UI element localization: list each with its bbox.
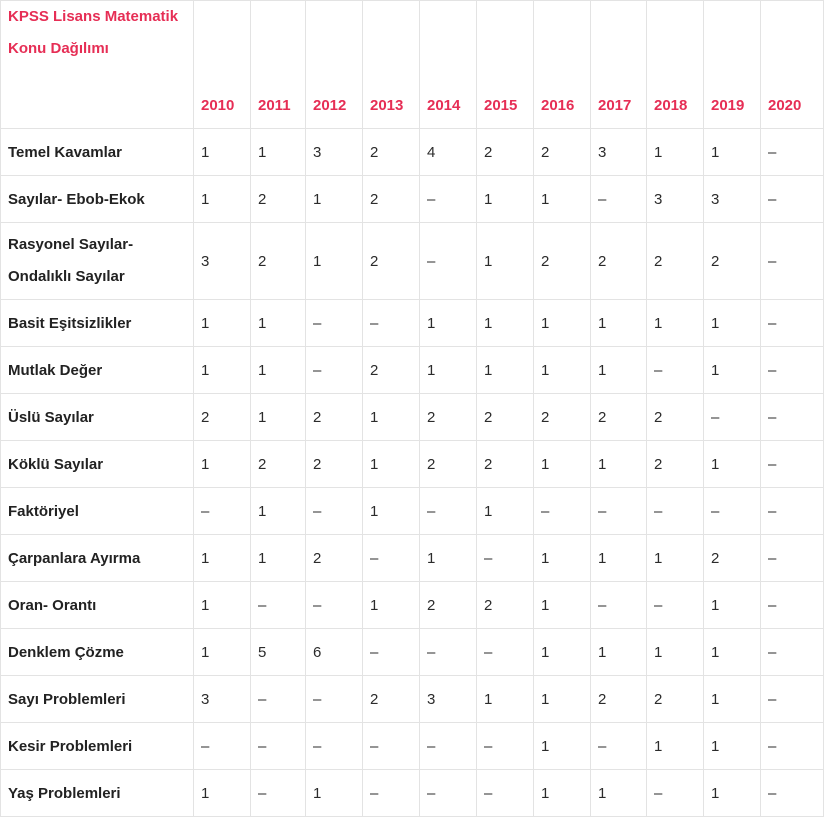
count-cell: 1 bbox=[647, 535, 704, 582]
count-cell: 2 bbox=[420, 394, 477, 441]
table-row bbox=[1, 629, 824, 676]
count-cell: 1 bbox=[251, 300, 306, 347]
table-row bbox=[1, 723, 824, 770]
table-row bbox=[1, 676, 824, 723]
count-cell: 1 bbox=[420, 300, 477, 347]
count-cell: 3 bbox=[420, 676, 477, 723]
count-cell: 2 bbox=[591, 223, 647, 300]
count-cell: – bbox=[591, 723, 647, 770]
count-cell: – bbox=[251, 723, 306, 770]
year-header: 2014 bbox=[420, 1, 477, 129]
count-cell: 1 bbox=[306, 223, 363, 300]
count-cell: 1 bbox=[477, 488, 534, 535]
count-cell: – bbox=[306, 676, 363, 723]
count-cell: – bbox=[761, 629, 824, 676]
count-cell: 1 bbox=[420, 535, 477, 582]
topic-cell: Üslü Sayılar bbox=[1, 394, 194, 441]
count-cell: 1 bbox=[647, 300, 704, 347]
count-cell: 2 bbox=[477, 582, 534, 629]
table-row bbox=[1, 488, 824, 535]
count-cell: – bbox=[534, 488, 591, 535]
count-cell: 6 bbox=[306, 629, 363, 676]
count-cell: 1 bbox=[534, 676, 591, 723]
year-header: 2010 bbox=[194, 1, 251, 129]
year-header: 2018 bbox=[647, 1, 704, 129]
topic-cell: Çarpanlara Ayırma bbox=[1, 535, 194, 582]
count-cell: – bbox=[761, 441, 824, 488]
count-cell: 1 bbox=[194, 347, 251, 394]
count-cell: 2 bbox=[534, 223, 591, 300]
count-cell: 2 bbox=[194, 394, 251, 441]
count-cell: – bbox=[363, 629, 420, 676]
count-cell: – bbox=[761, 535, 824, 582]
count-cell: 1 bbox=[591, 347, 647, 394]
count-cell: 1 bbox=[534, 535, 591, 582]
count-cell: 1 bbox=[363, 394, 420, 441]
count-cell: 2 bbox=[647, 394, 704, 441]
count-cell: 3 bbox=[194, 223, 251, 300]
year-header: 2012 bbox=[306, 1, 363, 129]
count-cell: 1 bbox=[534, 723, 591, 770]
count-cell: – bbox=[591, 176, 647, 223]
count-cell: 1 bbox=[251, 488, 306, 535]
count-cell: 1 bbox=[477, 223, 534, 300]
table-row bbox=[1, 441, 824, 488]
count-cell: 1 bbox=[704, 300, 761, 347]
count-cell: – bbox=[761, 129, 824, 176]
count-cell: 1 bbox=[477, 176, 534, 223]
topic-column-header: KPSS Lisans Matematik Konu Dağılımı bbox=[1, 1, 194, 129]
count-cell: – bbox=[761, 723, 824, 770]
count-cell: – bbox=[761, 223, 824, 300]
count-cell: 2 bbox=[420, 582, 477, 629]
count-cell: – bbox=[761, 582, 824, 629]
count-cell: 2 bbox=[704, 223, 761, 300]
count-cell: 2 bbox=[591, 394, 647, 441]
year-header: 2011 bbox=[251, 1, 306, 129]
count-cell: 2 bbox=[306, 441, 363, 488]
count-cell: 2 bbox=[534, 394, 591, 441]
count-cell: 1 bbox=[306, 770, 363, 817]
topic-cell: Basit Eşitsizlikler bbox=[1, 300, 194, 347]
count-cell: 1 bbox=[251, 394, 306, 441]
count-cell: 1 bbox=[647, 723, 704, 770]
count-cell: 3 bbox=[704, 176, 761, 223]
count-cell: 1 bbox=[363, 488, 420, 535]
topic-cell: Sayı Problemleri bbox=[1, 676, 194, 723]
count-cell: 2 bbox=[363, 676, 420, 723]
count-cell: 1 bbox=[591, 629, 647, 676]
count-cell: – bbox=[761, 770, 824, 817]
year-header: 2020 bbox=[761, 1, 824, 129]
count-cell: 1 bbox=[534, 441, 591, 488]
count-cell: 1 bbox=[477, 347, 534, 394]
table-row bbox=[1, 300, 824, 347]
count-cell: – bbox=[761, 347, 824, 394]
table-row bbox=[1, 394, 824, 441]
count-cell: – bbox=[761, 488, 824, 535]
count-cell: 2 bbox=[251, 176, 306, 223]
count-cell: 2 bbox=[477, 394, 534, 441]
count-cell: 1 bbox=[194, 300, 251, 347]
count-cell: – bbox=[704, 394, 761, 441]
count-cell: 2 bbox=[477, 129, 534, 176]
count-cell: 2 bbox=[647, 441, 704, 488]
count-cell: 1 bbox=[194, 129, 251, 176]
count-cell: 2 bbox=[306, 394, 363, 441]
count-cell: 1 bbox=[647, 129, 704, 176]
count-cell: – bbox=[363, 300, 420, 347]
topic-cell: Sayılar- Ebob-Ekok bbox=[1, 176, 194, 223]
count-cell: – bbox=[420, 176, 477, 223]
year-header: 2016 bbox=[534, 1, 591, 129]
count-cell: – bbox=[251, 582, 306, 629]
count-cell: 1 bbox=[363, 441, 420, 488]
table-row bbox=[1, 129, 824, 176]
count-cell: 1 bbox=[420, 347, 477, 394]
count-cell: 1 bbox=[194, 535, 251, 582]
count-cell: – bbox=[647, 770, 704, 817]
count-cell: – bbox=[420, 723, 477, 770]
count-cell: – bbox=[761, 300, 824, 347]
table-row bbox=[1, 535, 824, 582]
count-cell: 1 bbox=[591, 300, 647, 347]
count-cell: – bbox=[306, 488, 363, 535]
count-cell: 2 bbox=[704, 535, 761, 582]
count-cell: 1 bbox=[704, 629, 761, 676]
count-cell: 1 bbox=[477, 300, 534, 347]
table-row bbox=[1, 582, 824, 629]
count-cell: 2 bbox=[647, 223, 704, 300]
count-cell: – bbox=[647, 347, 704, 394]
count-cell: 2 bbox=[363, 176, 420, 223]
table-header-row bbox=[1, 1, 824, 129]
count-cell: 1 bbox=[704, 770, 761, 817]
table-row bbox=[1, 176, 824, 223]
count-cell: 1 bbox=[704, 582, 761, 629]
count-cell: 1 bbox=[194, 629, 251, 676]
count-cell: – bbox=[477, 723, 534, 770]
count-cell: 5 bbox=[251, 629, 306, 676]
count-cell: – bbox=[420, 488, 477, 535]
count-cell: 1 bbox=[251, 347, 306, 394]
count-cell: 1 bbox=[477, 676, 534, 723]
count-cell: – bbox=[306, 723, 363, 770]
count-cell: 1 bbox=[534, 176, 591, 223]
count-cell: – bbox=[194, 723, 251, 770]
table-row bbox=[1, 347, 824, 394]
count-cell: 1 bbox=[534, 770, 591, 817]
topic-cell: Oran- Orantı bbox=[1, 582, 194, 629]
count-cell: – bbox=[647, 582, 704, 629]
count-cell: – bbox=[363, 770, 420, 817]
year-header: 2019 bbox=[704, 1, 761, 129]
count-cell: 1 bbox=[704, 723, 761, 770]
count-cell: – bbox=[363, 723, 420, 770]
count-cell: 1 bbox=[704, 129, 761, 176]
count-cell: 1 bbox=[194, 770, 251, 817]
count-cell: 3 bbox=[647, 176, 704, 223]
count-cell: 1 bbox=[704, 676, 761, 723]
count-cell: – bbox=[251, 676, 306, 723]
count-cell: – bbox=[306, 347, 363, 394]
count-cell: 2 bbox=[363, 223, 420, 300]
count-cell: 1 bbox=[194, 582, 251, 629]
count-cell: – bbox=[647, 488, 704, 535]
count-cell: – bbox=[477, 629, 534, 676]
count-cell: 2 bbox=[591, 676, 647, 723]
count-cell: – bbox=[761, 176, 824, 223]
count-cell: 1 bbox=[534, 347, 591, 394]
count-cell: 2 bbox=[363, 129, 420, 176]
topic-cell: Faktöriyel bbox=[1, 488, 194, 535]
topic-cell: Köklü Sayılar bbox=[1, 441, 194, 488]
count-cell: – bbox=[704, 488, 761, 535]
count-cell: – bbox=[420, 223, 477, 300]
count-cell: 3 bbox=[591, 129, 647, 176]
count-cell: – bbox=[194, 488, 251, 535]
count-cell: 1 bbox=[704, 441, 761, 488]
count-cell: – bbox=[591, 488, 647, 535]
table-body bbox=[1, 129, 824, 817]
count-cell: 2 bbox=[251, 223, 306, 300]
count-cell: 1 bbox=[534, 300, 591, 347]
count-cell: 1 bbox=[194, 176, 251, 223]
year-header: 2013 bbox=[363, 1, 420, 129]
count-cell: – bbox=[477, 535, 534, 582]
count-cell: 1 bbox=[591, 441, 647, 488]
count-cell: 3 bbox=[194, 676, 251, 723]
topic-cell: Rasyonel Sayılar- Ondalıklı Sayılar bbox=[1, 223, 194, 300]
count-cell: – bbox=[306, 582, 363, 629]
count-cell: 1 bbox=[194, 441, 251, 488]
count-cell: – bbox=[477, 770, 534, 817]
count-cell: 1 bbox=[306, 176, 363, 223]
topic-cell: Temel Kavamlar bbox=[1, 129, 194, 176]
count-cell: 1 bbox=[251, 129, 306, 176]
count-cell: – bbox=[363, 535, 420, 582]
count-cell: 2 bbox=[534, 129, 591, 176]
count-cell: 1 bbox=[647, 629, 704, 676]
count-cell: 1 bbox=[534, 629, 591, 676]
count-cell: – bbox=[251, 770, 306, 817]
count-cell: 2 bbox=[477, 441, 534, 488]
year-header: 2015 bbox=[477, 1, 534, 129]
count-cell: 2 bbox=[306, 535, 363, 582]
count-cell: – bbox=[591, 582, 647, 629]
count-cell: 3 bbox=[306, 129, 363, 176]
count-cell: – bbox=[420, 770, 477, 817]
count-cell: – bbox=[306, 300, 363, 347]
table-row bbox=[1, 223, 824, 300]
count-cell: 1 bbox=[591, 535, 647, 582]
table-row bbox=[1, 770, 824, 817]
count-cell: 4 bbox=[420, 129, 477, 176]
topic-cell: Denklem Çözme bbox=[1, 629, 194, 676]
topic-cell: Kesir Problemleri bbox=[1, 723, 194, 770]
count-cell: 2 bbox=[363, 347, 420, 394]
count-cell: – bbox=[761, 394, 824, 441]
count-cell: 1 bbox=[251, 535, 306, 582]
count-cell: 1 bbox=[363, 582, 420, 629]
count-cell: – bbox=[420, 629, 477, 676]
topic-cell: Yaş Problemleri bbox=[1, 770, 194, 817]
count-cell: 2 bbox=[647, 676, 704, 723]
count-cell: 2 bbox=[251, 441, 306, 488]
topic-cell: Mutlak Değer bbox=[1, 347, 194, 394]
count-cell: 1 bbox=[534, 582, 591, 629]
year-header: 2017 bbox=[591, 1, 647, 129]
count-cell: – bbox=[761, 676, 824, 723]
count-cell: 2 bbox=[420, 441, 477, 488]
count-cell: 1 bbox=[704, 347, 761, 394]
count-cell: 1 bbox=[591, 770, 647, 817]
